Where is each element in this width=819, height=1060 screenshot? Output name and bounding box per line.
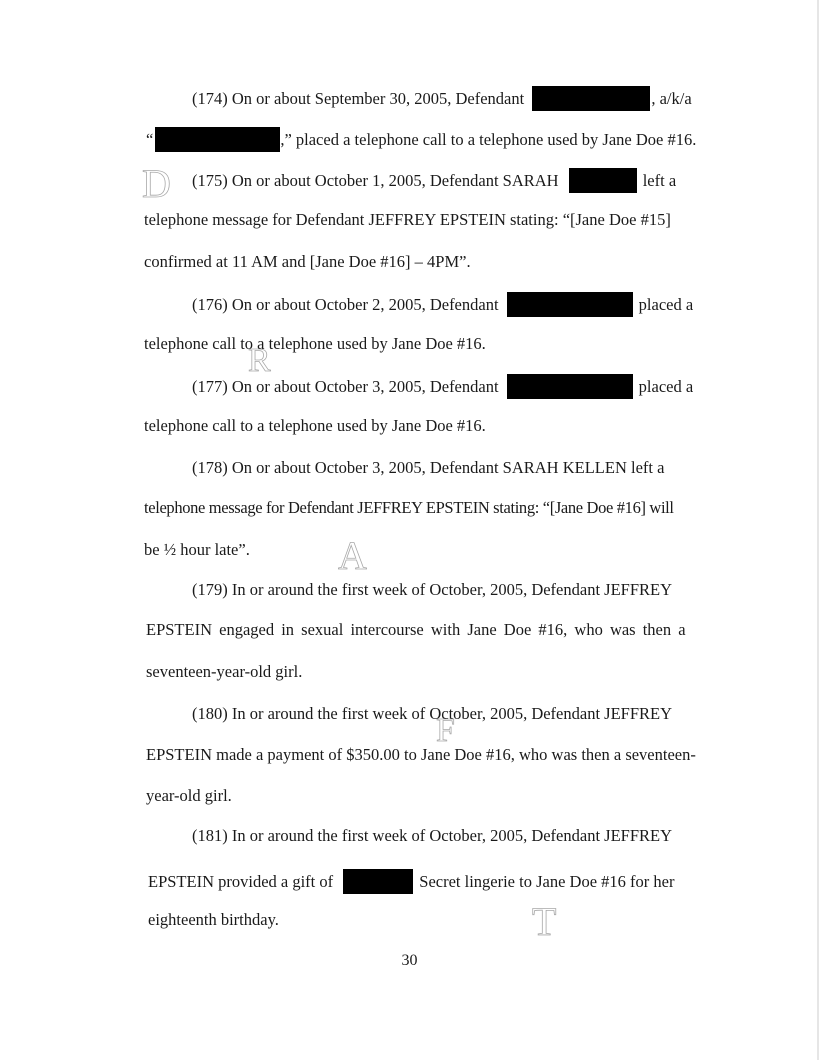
paragraph-174-text-end: , a/k/a xyxy=(651,89,692,108)
paragraph-179-line-2: EPSTEIN engaged in sexual intercourse with Jane Doe #16, who was then a xyxy=(146,620,686,639)
watermark-letter: D xyxy=(142,161,171,206)
watermark-letter: T xyxy=(532,899,557,944)
paragraph-181-line-2 xyxy=(148,869,674,894)
paragraph-181-line-3: eighteenth birthday. xyxy=(148,910,279,929)
watermark-letter: A xyxy=(338,533,367,578)
paragraph-177-line-2: telephone call to a telephone used by Jane Doe #16. xyxy=(144,416,486,435)
redaction-box xyxy=(507,292,633,317)
open-quote: “ xyxy=(146,130,154,149)
paragraph-175-line-1 xyxy=(192,168,676,193)
paragraph-180-line-3: year-old girl. xyxy=(146,786,232,805)
paragraph-181-text-end: Secret lingerie to Jane Doe #16 for her xyxy=(419,872,675,891)
paragraph-175-line-2: telephone message for Defendant JEFFREY EPSTEIN stating: “[Jane Doe #15] xyxy=(144,210,671,229)
watermark-letter: R xyxy=(248,342,271,379)
paragraph-176-text: (176) On or about October 2, 2005, Defendant xyxy=(192,295,499,314)
paragraph-180-line-1: (180) In or around the first week of October, 2005, Defendant JEFFREY xyxy=(192,704,673,723)
redaction-box xyxy=(343,869,413,894)
paragraph-174-line-1 xyxy=(192,86,692,111)
paragraph-177-text: (177) On or about October 3, 2005, Defendant xyxy=(192,377,499,396)
paragraph-178-line-1: (178) On or about October 3, 2005, Defendant SARAH KELLEN left a xyxy=(192,458,665,477)
paragraph-180-line-2: EPSTEIN made a payment of $350.00 to Jane Doe #16, who was then a seventeen- xyxy=(146,745,696,764)
redaction-box xyxy=(155,127,280,152)
paragraph-176-text-end: placed a xyxy=(638,295,694,314)
redaction-box xyxy=(507,374,633,399)
paragraph-179-line-3: seventeen-year-old girl. xyxy=(146,662,303,681)
paragraph-175-line-3: confirmed at 11 AM and [Jane Doe #16] – 4PM”. xyxy=(144,252,471,271)
paragraph-176-line-1 xyxy=(192,292,693,317)
paragraph-175-text-end: left a xyxy=(642,171,677,190)
watermark-letter: F xyxy=(436,712,455,749)
paragraph-179-line-1: (179) In or around the first week of October, 2005, Defendant JEFFREY xyxy=(192,580,673,599)
redaction-box xyxy=(569,168,637,193)
paragraph-178-line-2: telephone message for Defendant JEFFREY EPSTEIN stating: “[Jane Doe #16] will xyxy=(144,498,674,517)
paragraph-178-line-3: be ½ hour late”. xyxy=(144,540,250,559)
paragraph-174-text: (174) On or about September 30, 2005, Defendant xyxy=(192,89,525,108)
paragraph-174-text-cont: ,” placed a telephone call to a telephone used by Jane Doe #16. xyxy=(280,130,697,149)
paragraph-176-line-2: telephone call to a telephone used by Jane Doe #16. xyxy=(144,334,486,353)
redaction-box xyxy=(532,86,650,111)
paragraph-175-text: (175) On or about October 1, 2005, Defendant SARAH xyxy=(192,171,559,190)
paragraph-177-text-end: placed a xyxy=(638,377,694,396)
paragraph-174-line-2 xyxy=(146,127,696,152)
paragraph-181-text: EPSTEIN provided a gift of xyxy=(148,872,334,891)
page-number: 30 xyxy=(401,952,418,969)
paragraph-181-line-1: (181) In or around the first week of October, 2005, Defendant JEFFREY xyxy=(192,826,673,845)
